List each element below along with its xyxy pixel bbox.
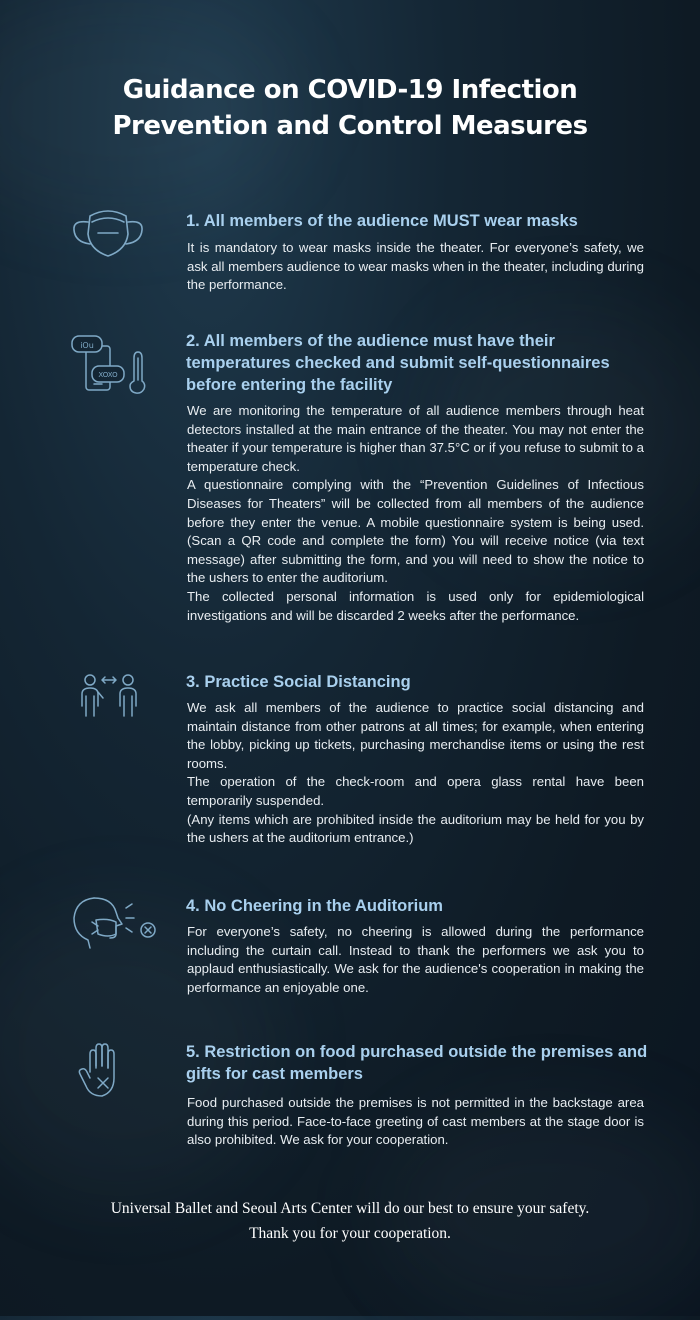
footer-message (0, 1196, 700, 1246)
section-paragraph: (Any items which are prohibited inside the auditorium may be held for you by the ushers at the auditorium entrance.) (187, 811, 644, 846)
section-body (187, 923, 644, 997)
section-body (187, 1094, 644, 1150)
section-paragraph: We ask all members of the audience to practice social distancing and maintain distance from other patrons at all times; for example, when entering the lobby, picking up tickets, purchasing merchandise items or using the rest rooms. (187, 700, 644, 771)
section-body (187, 699, 644, 848)
page-title (0, 72, 700, 144)
social-distance-icon (68, 666, 158, 736)
section-heading: 2. All members of the audience must have their temperatures checked and submit self-questionnaires before entering the facility (186, 332, 610, 394)
section-heading: 4. No Cheering in the Auditorium (186, 897, 443, 915)
no-cheering-icon (68, 890, 158, 960)
no-hand-icon (68, 1040, 158, 1110)
footer-line1: Universal Ballet and Seoul Arts Center will do our best to ensure your safety. (110, 1200, 590, 1217)
section-paragraph: It is mandatory to wear masks inside the theater. For everyone’s safety, we ask all members audience to wear masks when in the theater, including during the performance. (187, 240, 644, 293)
footer-line2: Thank you for your cooperation. (249, 1225, 451, 1242)
phone-thermometer-icon (68, 332, 158, 402)
section-heading: 1. All members of the audience MUST wear masks (186, 212, 578, 230)
section-heading: 3. Practice Social Distancing (186, 673, 411, 691)
mask-icon (68, 200, 158, 270)
page-title-line2: Prevention and Control Measures (112, 111, 588, 141)
section-paragraph: We are monitoring the temperature of all audience members through heat detectors installed at the main entrance of the theater. You may not enter the theater if your temperature is higher than 37.5°C or if you refuse to submit to a temperature check. (187, 403, 644, 474)
page-title-line1: Guidance on COVID-19 Infection (122, 75, 578, 105)
section-paragraph: Food purchased outside the premises is not permitted in the backstage area during this period. Face-to-face greeting of cast members at the stage door is also prohibited. We ask for your cooperation. (187, 1095, 644, 1148)
section-body (187, 239, 644, 295)
section-body (187, 402, 644, 625)
icon-label-iou: iOu (80, 341, 94, 350)
section-paragraph: For everyone’s safety, no cheering is allowed during the performance including the curtain call. Instead to thank the performers we ask you to applaud enthusiastically. We ask for the audience's cooperation in making the performance an enjoyable one. (187, 924, 644, 995)
section-paragraph: A questionnaire complying with the “Prevention Guidelines of Infectious Diseases for Theaters” will be collected from all members of the audience before they enter the venue. A mobile questionnaire system is being used. (Scan a QR code and complete the form) You will receive notice (via text message) after submitting the form, and you will need to show the notice to the ushers to enter the auditorium. (187, 477, 644, 586)
section-paragraph: The collected personal information is used only for epidemiological investigations and will be discarded 2 weeks after the performance. (187, 588, 644, 623)
section-heading: 5. Restriction on food purchased outside the premises and gifts for cast members (186, 1043, 648, 1083)
section-paragraph: The operation of the check-room and opera glass rental have been temporarily suspended. (187, 774, 644, 808)
icon-label-xoxo: XOXO (98, 371, 118, 379)
